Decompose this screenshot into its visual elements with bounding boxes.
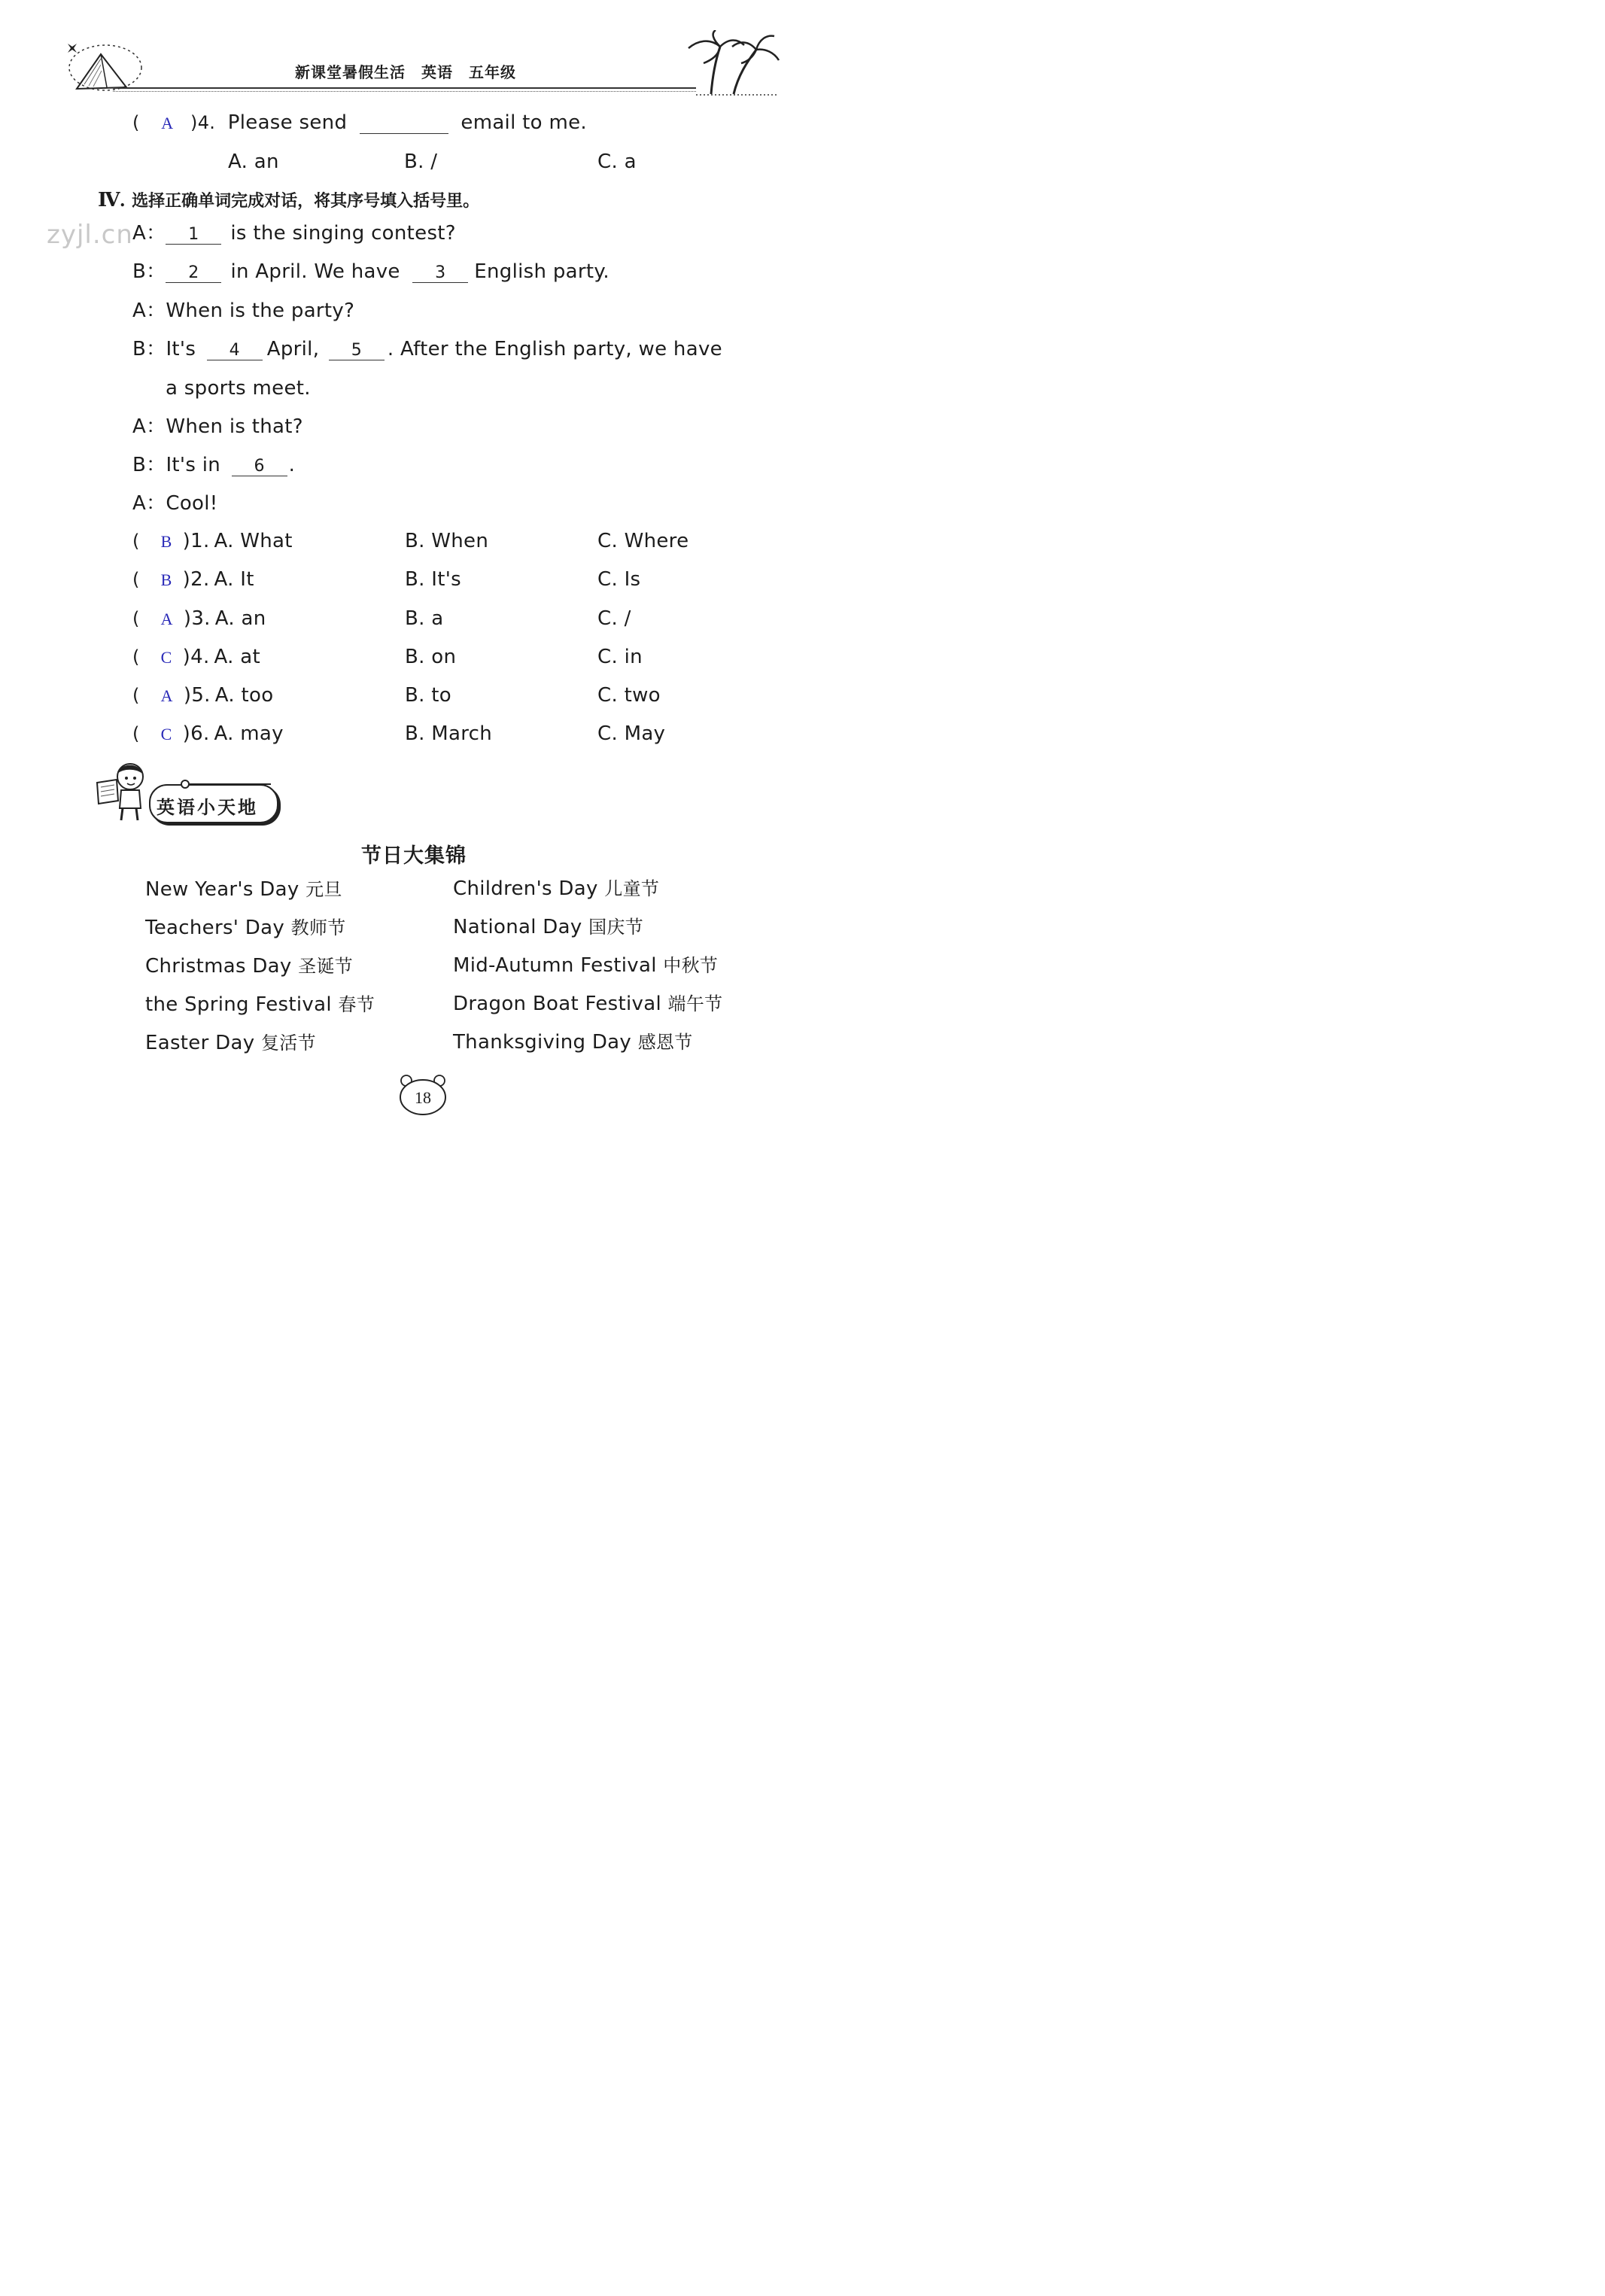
question-option-b: B. March [405,722,493,745]
watermark: zyjl.cn [47,220,133,250]
english-corner-label: 英语小天地 [157,797,258,818]
dialog-line-7: B：It's in 6 . [132,454,296,476]
question-option-c: C. two [597,684,661,707]
section-number: Ⅳ. [98,189,126,211]
festival-item: New Year's Day 元旦 [145,878,342,901]
page-number: 18 [415,1088,431,1107]
header-title: 新课堂暑假生活 英语 五年级 [295,63,516,81]
festival-item: Teachers' Day 教师节 [145,917,346,939]
header-rule [113,87,696,89]
question-row: ( C )4. A. at [132,646,261,668]
question-option-c: C. in [597,646,643,668]
speaker-label: A： [132,222,166,245]
festival-item: Dragon Boat Festival 端午节 [453,993,723,1015]
section-instruction: 选择正确单词完成对话，将其序号填入括号里。 [132,192,480,211]
speaker-label: A： [132,492,166,515]
blank-3: 3 [412,264,468,283]
question-row: ( A )3. A. an [132,607,266,630]
question-option-c: C. / [597,607,631,630]
festival-item: National Day 国庆节 [453,916,644,938]
festival-item: Mid-Autumn Festival 中秋节 [453,954,719,977]
question-option-c: C. Is [597,568,641,591]
festival-title: 节日大集锦 [361,844,467,868]
question-row: ( B )2. A. It [132,568,254,591]
prev-question-4: ( A )4. Please send email to me. [132,111,587,134]
dialog-line-2: B： 2 in April. We have 3 English party. [132,260,609,283]
section-4-heading [98,188,479,211]
question-row: ( C )6. A. may [132,722,284,745]
blank-2: 2 [166,264,221,283]
blank-6: 6 [232,458,287,476]
palm-trees-icon [681,30,783,98]
question-option-c: C. Where [597,530,689,552]
header-rule-dotted [113,91,696,92]
dialog-line-4: B：It's 4 April, 5 . After the English party, we have [132,338,722,360]
prev-option-b: B. / [404,151,438,173]
dialog-line-1: A： 1 is the singing contest? [132,222,456,245]
festival-item: Children's Day 儿童节 [453,877,660,900]
answer-mark: C [160,648,172,667]
question-option-b: B. on [405,646,457,668]
page-header [0,0,828,102]
answer-mark: B [160,570,172,589]
badge-line [188,783,271,785]
answer-mark: A [161,114,174,132]
dialog-line-6: A：When is that? [132,415,303,438]
question-option-b: B. a [405,607,444,630]
blank-5: 5 [329,342,385,360]
prev-option-c: C. a [597,151,637,173]
tent-icon [62,38,152,94]
question-stem: Please send [227,111,348,134]
blank-1: 1 [166,226,221,245]
festival-item: Christmas Day 圣诞节 [145,955,354,978]
festival-item: Thanksgiving Day 感恩节 [453,1031,693,1054]
question-option-b: B. It's [405,568,462,591]
speaker-label: A： [132,300,166,322]
answer-mark: B [160,532,172,551]
question-option-b: B. to [405,684,451,707]
festival-item: Easter Day 复活节 [145,1032,316,1054]
speaker-label: B： [132,338,166,360]
question-row: ( A )5. A. too [132,684,274,707]
question-option-b: B. When [405,530,489,552]
answer-mark: A [160,610,173,628]
question-row: ( B )1. A. What [132,530,293,552]
speaker-label: B： [132,454,166,476]
dialog-line-5: a sports meet. [166,377,311,400]
boy-reading-icon [94,760,154,824]
question-stem-end: email to me. [461,111,587,134]
dialog-line-3: A：When is the party? [132,300,355,322]
question-option-c: C. May [597,722,666,745]
dialog-line-8: A：Cool! [132,492,218,515]
answer-mark: A [160,686,173,705]
prev-option-a: A. an [228,151,279,173]
answer-mark: C [160,725,172,744]
blank-4: 4 [207,342,263,360]
festival-item: the Spring Festival 春节 [145,993,375,1016]
answer-blank [360,115,448,134]
speaker-label: A： [132,415,166,438]
speaker-label: B： [132,260,166,283]
